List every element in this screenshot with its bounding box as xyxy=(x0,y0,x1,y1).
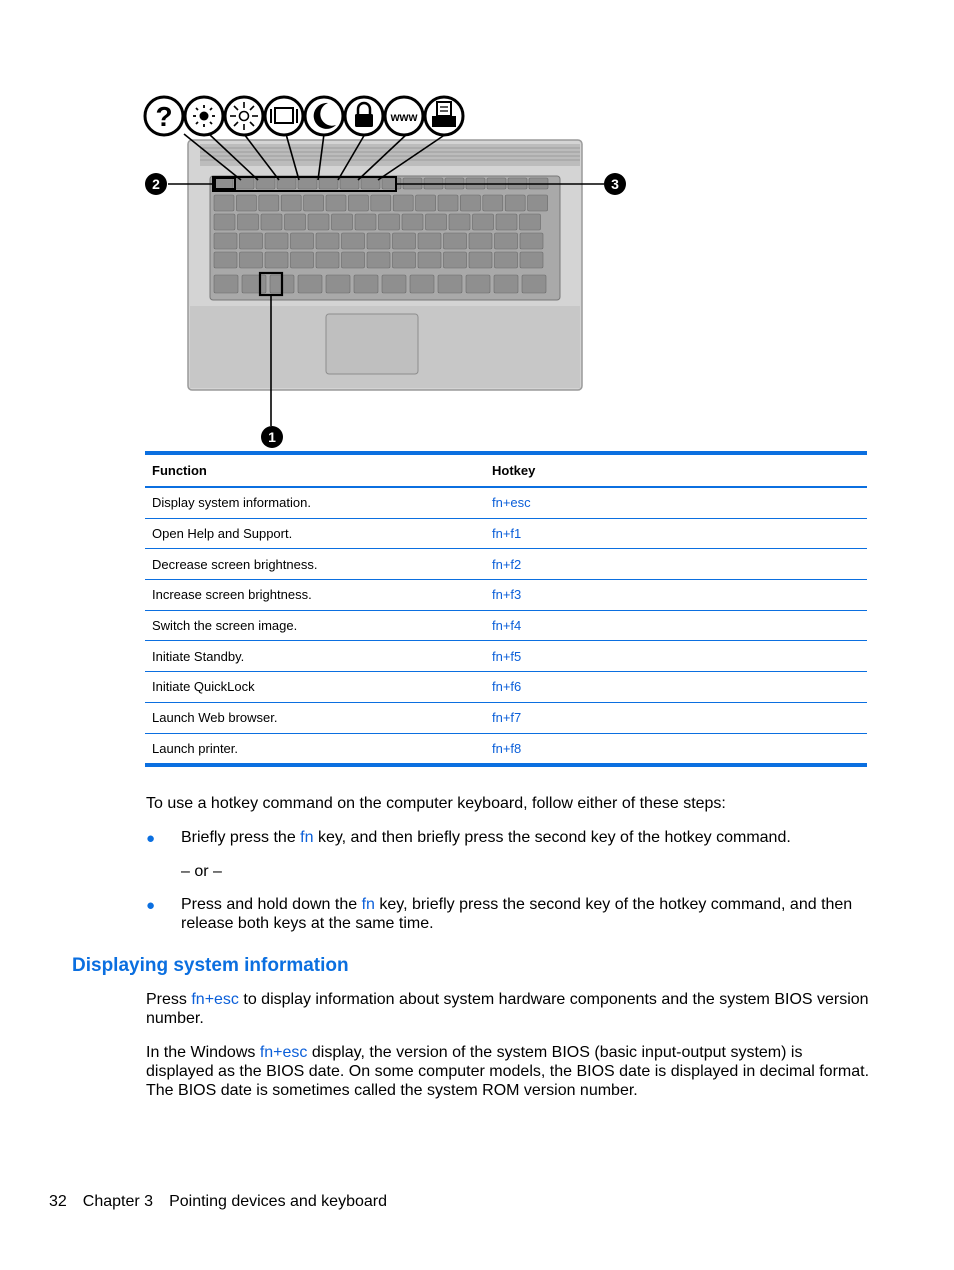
hotkey-cell[interactable]: fn+f8 xyxy=(492,740,522,756)
keyboard-key xyxy=(469,233,492,249)
keyboard-key xyxy=(214,214,235,230)
keyboard-key xyxy=(528,195,548,211)
keyboard-key xyxy=(426,214,447,230)
hotkey-cell[interactable]: fn+f4 xyxy=(492,618,522,634)
function-cell: Initiate Standby. xyxy=(152,648,245,664)
table-row xyxy=(145,640,867,671)
fn-esc-link[interactable]: fn+esc xyxy=(191,991,239,1008)
keyboard-key xyxy=(277,178,296,189)
page-footer xyxy=(49,1193,387,1211)
keyboard-key xyxy=(281,195,301,211)
printer-icon xyxy=(425,97,463,135)
svg-text:www: www xyxy=(390,112,418,124)
keyboard-key xyxy=(291,233,314,249)
lock-icon xyxy=(345,97,383,135)
keyboard-key xyxy=(326,195,346,211)
table-row xyxy=(145,610,867,641)
function-cell: Launch Web browser. xyxy=(152,710,278,726)
keyboard-key xyxy=(520,252,543,268)
table-row xyxy=(145,671,867,702)
keyboard-key xyxy=(466,275,490,293)
svg-text:1: 1 xyxy=(268,429,276,445)
keyboard-key xyxy=(214,233,237,249)
keyboard-key xyxy=(242,275,266,293)
keyboard-key xyxy=(319,178,338,189)
keyboard-key xyxy=(240,233,263,249)
keyboard-key xyxy=(340,178,359,189)
table-row xyxy=(145,487,867,518)
table-body xyxy=(145,487,867,763)
header-hotkey: Hotkey xyxy=(492,463,536,478)
svg-text:?: ? xyxy=(155,101,173,132)
keyboard-key xyxy=(361,178,380,189)
fn-key-link[interactable]: fn xyxy=(361,896,375,913)
keyboard-key xyxy=(265,233,288,249)
help-icon xyxy=(145,97,183,135)
or-separator: – or – xyxy=(181,863,222,880)
keyboard-key xyxy=(444,252,467,268)
keyboard-key xyxy=(342,252,365,268)
keyboard-key xyxy=(371,195,391,211)
screen-switch-icon xyxy=(265,97,303,135)
keyboard-key xyxy=(505,195,525,211)
function-cell: Increase screen brightness. xyxy=(152,587,312,603)
www-icon xyxy=(385,97,423,135)
keyboard-key xyxy=(316,252,339,268)
keyboard-key xyxy=(235,178,254,189)
keyboard-key xyxy=(367,233,390,249)
keyboard-key xyxy=(238,214,259,230)
keyboard-key xyxy=(308,214,329,230)
keyboard-key xyxy=(496,214,517,230)
keyboard-key xyxy=(495,233,518,249)
keyboard-key xyxy=(393,195,413,211)
keyboard-key xyxy=(469,252,492,268)
header-function: Function xyxy=(152,463,207,478)
keyboard-key xyxy=(416,195,436,211)
function-cell: Display system information. xyxy=(152,495,311,511)
keyboard-key xyxy=(342,233,365,249)
svg-text:2: 2 xyxy=(152,176,160,192)
keyboard-key xyxy=(522,275,546,293)
keyboard-key xyxy=(494,275,518,293)
section-paragraph-2: In the Windows fn+esc display, the version of the system BIOS (basic input-output system) is displayed as the BIOS date. On some computer models, the BIOS date is displayed in decimal format. The BIOS date is sometimes called the system ROM version number. xyxy=(146,1044,870,1099)
section-heading: Displaying system information xyxy=(72,955,349,976)
table-row xyxy=(145,702,867,733)
callout-3 xyxy=(604,173,626,195)
keyboard-key xyxy=(214,275,238,293)
section-paragraph-1: Press fn+esc to display information about system hardware components and the system BIOS version number. xyxy=(146,991,869,1027)
keyboard-key xyxy=(291,252,314,268)
callout-1 xyxy=(261,426,283,448)
keyboard-key xyxy=(379,214,400,230)
keyboard-key xyxy=(261,214,282,230)
keyboard-key xyxy=(520,214,541,230)
function-cell: Switch the screen image. xyxy=(152,618,298,634)
keyboard-illustration xyxy=(140,92,640,452)
keyboard-figure xyxy=(140,92,640,452)
hotkey-table xyxy=(145,451,867,767)
fn-esc-link[interactable]: fn+esc xyxy=(259,1044,308,1061)
hotkey-cell[interactable]: fn+f7 xyxy=(492,710,522,726)
callout-2 xyxy=(145,173,167,195)
keyboard-key xyxy=(473,214,494,230)
keyboard-key xyxy=(393,233,416,249)
function-cell: Launch printer. xyxy=(152,740,239,756)
keyboard-key xyxy=(304,195,324,211)
table-row xyxy=(145,579,867,610)
keyboard-key xyxy=(438,195,458,211)
keyboard-key xyxy=(418,233,441,249)
keyboard-key xyxy=(214,178,233,189)
table-row xyxy=(145,733,867,764)
keyboard-key xyxy=(214,252,237,268)
standby-moon-icon xyxy=(305,97,343,135)
keyboard-key xyxy=(298,178,317,189)
function-cell: Open Help and Support. xyxy=(152,526,293,542)
hotkey-cell[interactable]: fn+f1 xyxy=(492,526,522,542)
keyboard-key xyxy=(393,252,416,268)
brightness-down-icon xyxy=(185,97,223,135)
keyboard-key xyxy=(402,214,423,230)
table-row xyxy=(145,518,867,549)
keyboard-key xyxy=(256,178,275,189)
keyboard-key xyxy=(460,195,480,211)
keyboard-key xyxy=(285,214,306,230)
keyboard-key xyxy=(495,252,518,268)
keyboard-key xyxy=(348,195,368,211)
bullet-icon: ● xyxy=(146,897,156,914)
keyboard-key xyxy=(236,195,256,211)
hotkey-cell[interactable]: fn+f5 xyxy=(492,648,522,664)
keyboard-key xyxy=(316,233,339,249)
keyboard-key xyxy=(332,214,353,230)
keyboard-key xyxy=(259,195,279,211)
function-cell: Decrease screen brightness. xyxy=(152,556,318,572)
keyboard-key xyxy=(354,275,378,293)
hotkey-cell[interactable]: fn+f3 xyxy=(492,587,522,603)
chapter-label: Chapter 3 xyxy=(82,1193,154,1210)
keyboard-key xyxy=(382,275,406,293)
keyboard-key xyxy=(483,195,503,211)
keyboard-key xyxy=(438,275,462,293)
keyboard-key xyxy=(367,252,390,268)
chapter-title: Pointing devices and keyboard xyxy=(169,1193,387,1210)
hotkey-cell[interactable]: fn+esc xyxy=(492,495,531,511)
table-row xyxy=(145,548,867,579)
intro-paragraph: To use a hotkey command on the computer keyboard, follow either of these steps: xyxy=(146,795,726,812)
keyboard-key xyxy=(214,195,234,211)
function-cell: Initiate QuickLock xyxy=(152,679,255,695)
hotkey-cell[interactable]: fn+f2 xyxy=(492,556,522,572)
hotkey-cell[interactable]: fn+f6 xyxy=(492,679,522,695)
brightness-up-icon xyxy=(225,97,263,135)
keyboard-key xyxy=(410,275,434,293)
keyboard-key xyxy=(240,252,263,268)
page-number: 32 xyxy=(49,1193,67,1210)
svg-text:3: 3 xyxy=(611,176,619,192)
keyboard-key xyxy=(449,214,470,230)
keyboard-key xyxy=(265,252,288,268)
table-header-row xyxy=(145,455,867,487)
keyboard-key xyxy=(355,214,376,230)
keyboard-key xyxy=(418,252,441,268)
keyboard-key xyxy=(298,275,322,293)
keyboard-key xyxy=(326,275,350,293)
keyboard-key xyxy=(520,233,543,249)
fn-key-link[interactable]: fn xyxy=(300,829,314,846)
bullet-icon: ● xyxy=(146,830,156,847)
keyboard-key xyxy=(444,233,467,249)
